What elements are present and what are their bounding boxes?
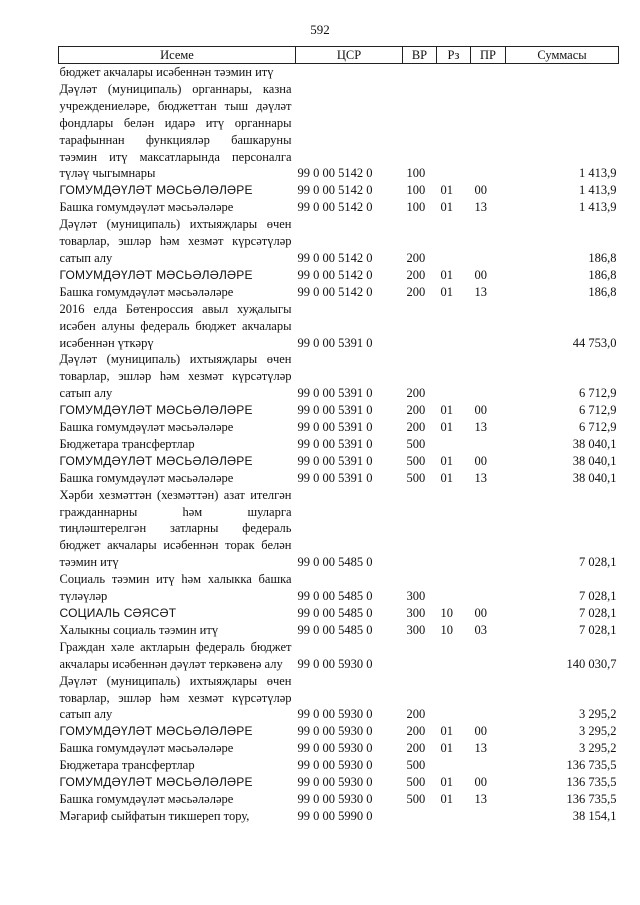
row-csr (296, 64, 403, 81)
row-rz (437, 436, 471, 453)
row-sum: 6 712,9 (579, 403, 617, 418)
row-vr: 500 (406, 791, 426, 806)
row-name: 2016 елда Бөтенроссия авыл хуҗалыгы исәбен алуны федераль бюджет акчалары исәбеннән үткәрү (59, 301, 292, 350)
row-rz (437, 487, 471, 572)
row-sum: 140 030,7 (566, 656, 617, 671)
row-rz (437, 351, 471, 402)
table-row (59, 453, 619, 470)
row-pr (471, 64, 506, 81)
row-sum: 1 413,9 (579, 166, 617, 181)
row-rz (437, 216, 471, 267)
row-name: Башка гомумдәүләт мәсьәләләре (59, 791, 234, 806)
row-sum: 136 735,5 (566, 758, 617, 773)
row-rz: 01 (440, 453, 453, 468)
row-vr: 500 (406, 436, 426, 451)
header-name: Исеме (59, 47, 296, 64)
row-name: ГОМУМДӘҮЛӘТ МӘСЬӘЛӘЛӘРЕ (59, 403, 253, 418)
row-pr: 00 (474, 403, 487, 418)
row-vr (403, 639, 437, 673)
table-row (59, 402, 619, 419)
row-name: Башка гомумдәүләт мәсьәләләре (59, 741, 234, 756)
row-csr: 99 0 00 5142 0 (297, 166, 373, 181)
table-row (59, 791, 619, 808)
row-name: СОЦИАЛЬ СӘЯСӘТ (59, 606, 177, 620)
table-row (59, 436, 619, 453)
row-sum: 7 028,1 (579, 622, 617, 637)
row-pr (471, 487, 506, 572)
row-name: Халыкны социаль тәэмин итү (59, 622, 219, 637)
row-pr: 00 (474, 453, 487, 468)
row-csr: 99 0 00 5142 0 (297, 250, 373, 265)
table-row (59, 470, 619, 487)
row-csr: 99 0 00 5485 0 (297, 622, 373, 637)
row-rz: 01 (440, 741, 453, 756)
row-vr (403, 487, 437, 572)
row-pr (471, 639, 506, 673)
row-csr: 99 0 00 5142 0 (297, 200, 373, 215)
row-rz (437, 808, 471, 825)
table-row (59, 605, 619, 622)
table-row (59, 199, 619, 216)
table-row (59, 267, 619, 284)
row-csr: 99 0 00 5391 0 (297, 403, 373, 418)
row-rz (437, 64, 471, 81)
row-pr: 13 (474, 200, 487, 215)
row-name: Дәүләт (муниципаль) ихтыяҗлары өчен товарлар, эшләр һәм хезмәт күрсәтүләр сатып алу (59, 673, 292, 722)
row-sum: 3 295,2 (579, 741, 617, 756)
row-sum: 136 735,5 (566, 775, 617, 790)
row-name: бюджет акчалары исәбеннән тәэмин итү (59, 65, 274, 79)
row-sum: 38 154,1 (572, 808, 617, 823)
row-csr: 99 0 00 5930 0 (297, 724, 373, 739)
table-row (59, 419, 619, 436)
row-rz (437, 757, 471, 774)
page-number: 592 (310, 22, 330, 37)
row-rz: 01 (440, 267, 453, 282)
row-vr: 500 (406, 453, 426, 468)
row-rz (437, 301, 471, 352)
table-row (59, 301, 619, 352)
row-vr: 500 (406, 775, 426, 790)
table-row (59, 774, 619, 791)
row-name: Дәүләт (муниципаль) органнары, казна учреждениеләре, бюджеттан тыш дәүләт фондлары белән идарә итү органнары тарафыннан функцияләр башкаруны тәэмин итү максатларында персоналга түләү чыгымнары (59, 81, 292, 181)
row-vr: 500 (406, 758, 426, 773)
row-name: Граждан хәле актларын федераль бюджет акчалары исәбеннән дәүләт теркәвенә алу (59, 639, 292, 671)
row-rz: 01 (440, 183, 453, 198)
row-pr (471, 436, 506, 453)
table-row (59, 673, 619, 724)
table-row (59, 740, 619, 757)
row-csr: 99 0 00 5930 0 (297, 775, 373, 790)
row-csr: 99 0 00 5990 0 (297, 808, 373, 823)
header-csr: ЦСР (296, 47, 403, 64)
row-pr (471, 301, 506, 352)
row-csr: 99 0 00 5142 0 (297, 284, 373, 299)
row-vr: 300 (406, 589, 426, 604)
row-pr: 00 (474, 775, 487, 790)
table-row (59, 622, 619, 639)
row-sum: 38 040,1 (572, 436, 617, 451)
row-sum: 186,8 (588, 284, 617, 299)
row-sum: 6 712,9 (579, 420, 617, 435)
row-sum: 7 028,1 (579, 606, 617, 620)
table-row (59, 487, 619, 572)
table-row (59, 64, 619, 81)
row-name: ГОМУМДӘҮЛӘТ МӘСЬӘЛӘЛӘРЕ (59, 724, 253, 739)
row-vr (403, 808, 437, 825)
row-csr: 99 0 00 5391 0 (297, 420, 373, 435)
row-pr (471, 808, 506, 825)
row-rz: 01 (440, 200, 453, 215)
row-sum: 44 753,0 (572, 335, 617, 350)
row-pr: 00 (474, 724, 487, 739)
row-name: ГОМУМДӘҮЛӘТ МӘСЬӘЛӘЛӘРЕ (59, 267, 253, 282)
row-vr (403, 64, 437, 81)
row-csr: 99 0 00 5930 0 (297, 707, 373, 722)
table-row (59, 808, 619, 825)
row-sum (506, 64, 619, 81)
row-name: Башка гомумдәүләт мәсьәләләре (59, 284, 234, 299)
row-csr: 99 0 00 5485 0 (297, 606, 373, 620)
row-vr: 500 (406, 470, 426, 485)
header-pr: ПР (471, 47, 506, 64)
row-csr: 99 0 00 5930 0 (297, 656, 373, 671)
row-sum: 3 295,2 (579, 707, 617, 722)
row-rz (437, 81, 471, 182)
row-rz (437, 571, 471, 605)
table-row (59, 216, 619, 267)
header-vr: ВР (403, 47, 437, 64)
table-row (59, 723, 619, 740)
row-pr: 03 (474, 622, 487, 637)
row-rz: 01 (440, 724, 453, 739)
row-name: Бюджетара трансфертлар (59, 436, 195, 451)
row-sum: 6 712,9 (579, 386, 617, 401)
row-pr: 00 (474, 183, 487, 198)
row-vr (403, 301, 437, 352)
row-sum: 186,8 (588, 250, 617, 265)
row-rz: 01 (440, 775, 453, 790)
header-rz: Рз (437, 47, 471, 64)
row-vr: 100 (406, 200, 426, 215)
row-vr: 200 (406, 250, 426, 265)
row-name: Хәрби хезмәттән (хезмәттән) азат ителгән гражданнарны һәм шуларга тиңләштерелгән затларны федераль бюджет акчалары исәбеннән торак белән тәэмин итү (59, 487, 292, 570)
row-pr: 13 (474, 470, 487, 485)
row-rz: 01 (440, 791, 453, 806)
row-csr: 99 0 00 5485 0 (297, 555, 373, 570)
row-sum: 38 040,1 (572, 470, 617, 485)
row-csr: 99 0 00 5391 0 (297, 470, 373, 485)
row-csr: 99 0 00 5391 0 (297, 386, 373, 401)
row-sum: 1 413,9 (579, 200, 617, 215)
table-row (59, 182, 619, 199)
table-row (59, 81, 619, 182)
row-csr: 99 0 00 5142 0 (297, 267, 373, 282)
row-csr: 99 0 00 5485 0 (297, 589, 373, 604)
row-rz: 10 (440, 606, 453, 620)
row-vr: 200 (406, 420, 426, 435)
row-pr: 00 (474, 267, 487, 282)
row-name: Дәүләт (муниципаль) ихтыяҗлары өчен товарлар, эшләр һәм хезмәт күрсәтүләр сатып алу (59, 352, 292, 401)
row-vr: 300 (406, 606, 426, 620)
row-vr: 200 (406, 386, 426, 401)
row-rz: 01 (440, 403, 453, 418)
row-sum: 186,8 (588, 267, 617, 282)
row-pr: 00 (474, 606, 487, 620)
row-pr: 13 (474, 741, 487, 756)
row-csr: 99 0 00 5142 0 (297, 183, 373, 198)
row-vr: 200 (406, 267, 426, 282)
row-rz (437, 639, 471, 673)
row-sum: 7 028,1 (579, 555, 617, 570)
row-pr (471, 571, 506, 605)
row-vr: 200 (406, 707, 426, 722)
row-name: Социаль тәэмин итү һәм халыкка башка түләүләр (59, 572, 292, 604)
row-vr: 100 (406, 166, 426, 181)
row-pr: 13 (474, 420, 487, 435)
row-sum: 136 735,5 (566, 791, 617, 806)
row-name: Башка гомумдәүләт мәсьәләләре (59, 470, 234, 485)
table-row (59, 757, 619, 774)
row-pr (471, 757, 506, 774)
header-sum: Суммасы (506, 47, 619, 64)
row-name: Дәүләт (муниципаль) ихтыяҗлары өчен товарлар, эшләр һәм хезмәт күрсәтүләр сатып алу (59, 217, 292, 265)
row-pr: 13 (474, 284, 487, 299)
row-vr: 100 (406, 183, 426, 198)
row-pr (471, 351, 506, 402)
row-vr: 200 (406, 724, 426, 739)
row-rz: 01 (440, 284, 453, 299)
row-csr: 99 0 00 5930 0 (297, 741, 373, 756)
row-sum: 38 040,1 (572, 453, 617, 468)
row-rz: 10 (440, 622, 453, 637)
table-body (59, 64, 619, 825)
table-header-row (59, 47, 619, 64)
table-row (59, 284, 619, 301)
row-name: Бюджетара трансфертлар (59, 758, 195, 773)
row-pr (471, 81, 506, 182)
row-sum: 1 413,9 (579, 183, 617, 198)
row-csr: 99 0 00 5391 0 (297, 453, 373, 468)
row-name: ГОМУМДӘҮЛӘТ МӘСЬӘЛӘЛӘРЕ (59, 775, 253, 790)
table-row (59, 351, 619, 402)
row-rz: 01 (440, 470, 453, 485)
row-name: Башка гомумдәүләт мәсьәләләре (59, 200, 234, 215)
row-pr: 13 (474, 791, 487, 806)
row-vr: 200 (406, 284, 426, 299)
row-pr (471, 216, 506, 267)
row-csr: 99 0 00 5930 0 (297, 791, 373, 806)
row-vr: 300 (406, 622, 426, 637)
row-vr: 200 (406, 741, 426, 756)
row-name: ГОМУМДӘҮЛӘТ МӘСЬӘЛӘЛӘРЕ (59, 453, 253, 468)
row-rz: 01 (440, 420, 453, 435)
row-sum: 3 295,2 (579, 724, 617, 739)
row-sum: 7 028,1 (579, 589, 617, 604)
row-name: Башка гомумдәүләт мәсьәләләре (59, 420, 234, 435)
row-rz (437, 673, 471, 724)
budget-table (58, 46, 619, 825)
row-pr (471, 673, 506, 724)
row-name: Мәгариф сыйфатын тикшереп тору, (59, 808, 250, 823)
row-vr: 200 (406, 403, 426, 418)
row-csr: 99 0 00 5391 0 (297, 335, 373, 350)
row-csr: 99 0 00 5391 0 (297, 436, 373, 451)
row-csr: 99 0 00 5930 0 (297, 758, 373, 773)
table-row (59, 571, 619, 605)
table-row (59, 639, 619, 673)
row-name: ГОМУМДӘҮЛӘТ МӘСЬӘЛӘЛӘРЕ (59, 183, 253, 198)
